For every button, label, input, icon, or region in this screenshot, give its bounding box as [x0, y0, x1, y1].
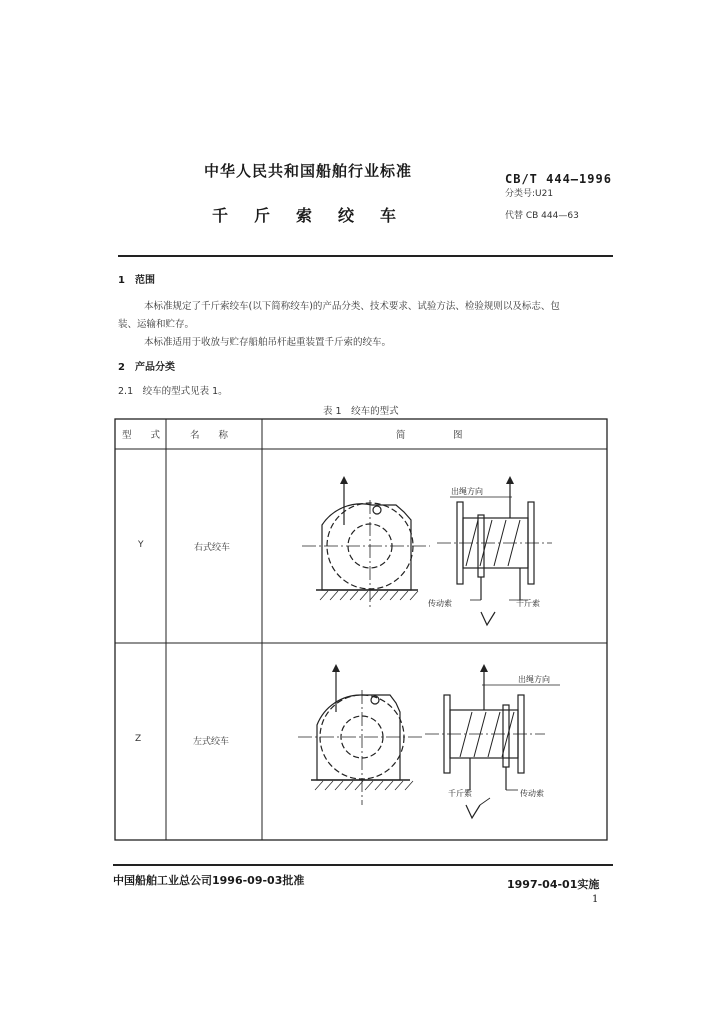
- table-row-z-name: 左式绞车: [193, 737, 230, 747]
- diagram-z-label-out-direction: 出绳方向: [518, 675, 550, 684]
- replaces-standard: 代替 CB 444—63: [505, 211, 579, 221]
- section-1-paragraph-2: 本标准适用于收放与贮存船舶吊杆起重装置千斤索的绞车。: [144, 337, 392, 348]
- section-1-heading: 1 范围: [118, 275, 155, 286]
- diagram-y-label-drive-rope: 传动索: [428, 599, 452, 608]
- table-row-y-type: Y: [138, 540, 144, 550]
- classification-number: 分类号:U21: [505, 189, 554, 199]
- table-row-z-type: Z: [135, 734, 142, 744]
- table-caption: 表 1 绞车的型式: [323, 406, 399, 417]
- table-header-type: 型 式: [122, 430, 161, 441]
- page-number: 1: [592, 894, 599, 905]
- standard-code: CB/T 444—1996: [505, 172, 612, 186]
- table-header-name: 名 称: [190, 430, 229, 441]
- standard-title: 中华人民共和国船舶行业标准: [204, 162, 413, 180]
- section-2-1-text: 2.1 绞车的型式见表 1。: [118, 386, 228, 397]
- effective-date: 1997-04-01实施: [507, 878, 600, 891]
- table-row-y-name: 右式绞车: [194, 543, 231, 553]
- diagram-y-label-topping-lift: 千斤索: [516, 599, 540, 608]
- diagram-y-label-out-direction: 出绳方向: [451, 487, 483, 496]
- footer-rule: [113, 864, 613, 866]
- document-title: 千斤索绞车: [212, 206, 423, 225]
- table-header-diagram: 简 图: [396, 430, 463, 441]
- header-rule: [118, 255, 613, 257]
- section-1-paragraph-1-cont: 装、运输和贮存。: [118, 319, 195, 330]
- diagram-z-label-topping-lift: 千斤索: [448, 789, 472, 798]
- issuer-approval: 中国船舶工业总公司1996-09-03批准: [113, 874, 305, 887]
- section-2-heading: 2 产品分类: [118, 362, 175, 373]
- diagram-z-label-drive-rope: 传动索: [520, 789, 544, 798]
- section-1-paragraph-1: 本标准规定了千斤索绞车(以下简称绞车)的产品分类、技术要求、试验方法、检验规则以及标志、包: [144, 301, 560, 312]
